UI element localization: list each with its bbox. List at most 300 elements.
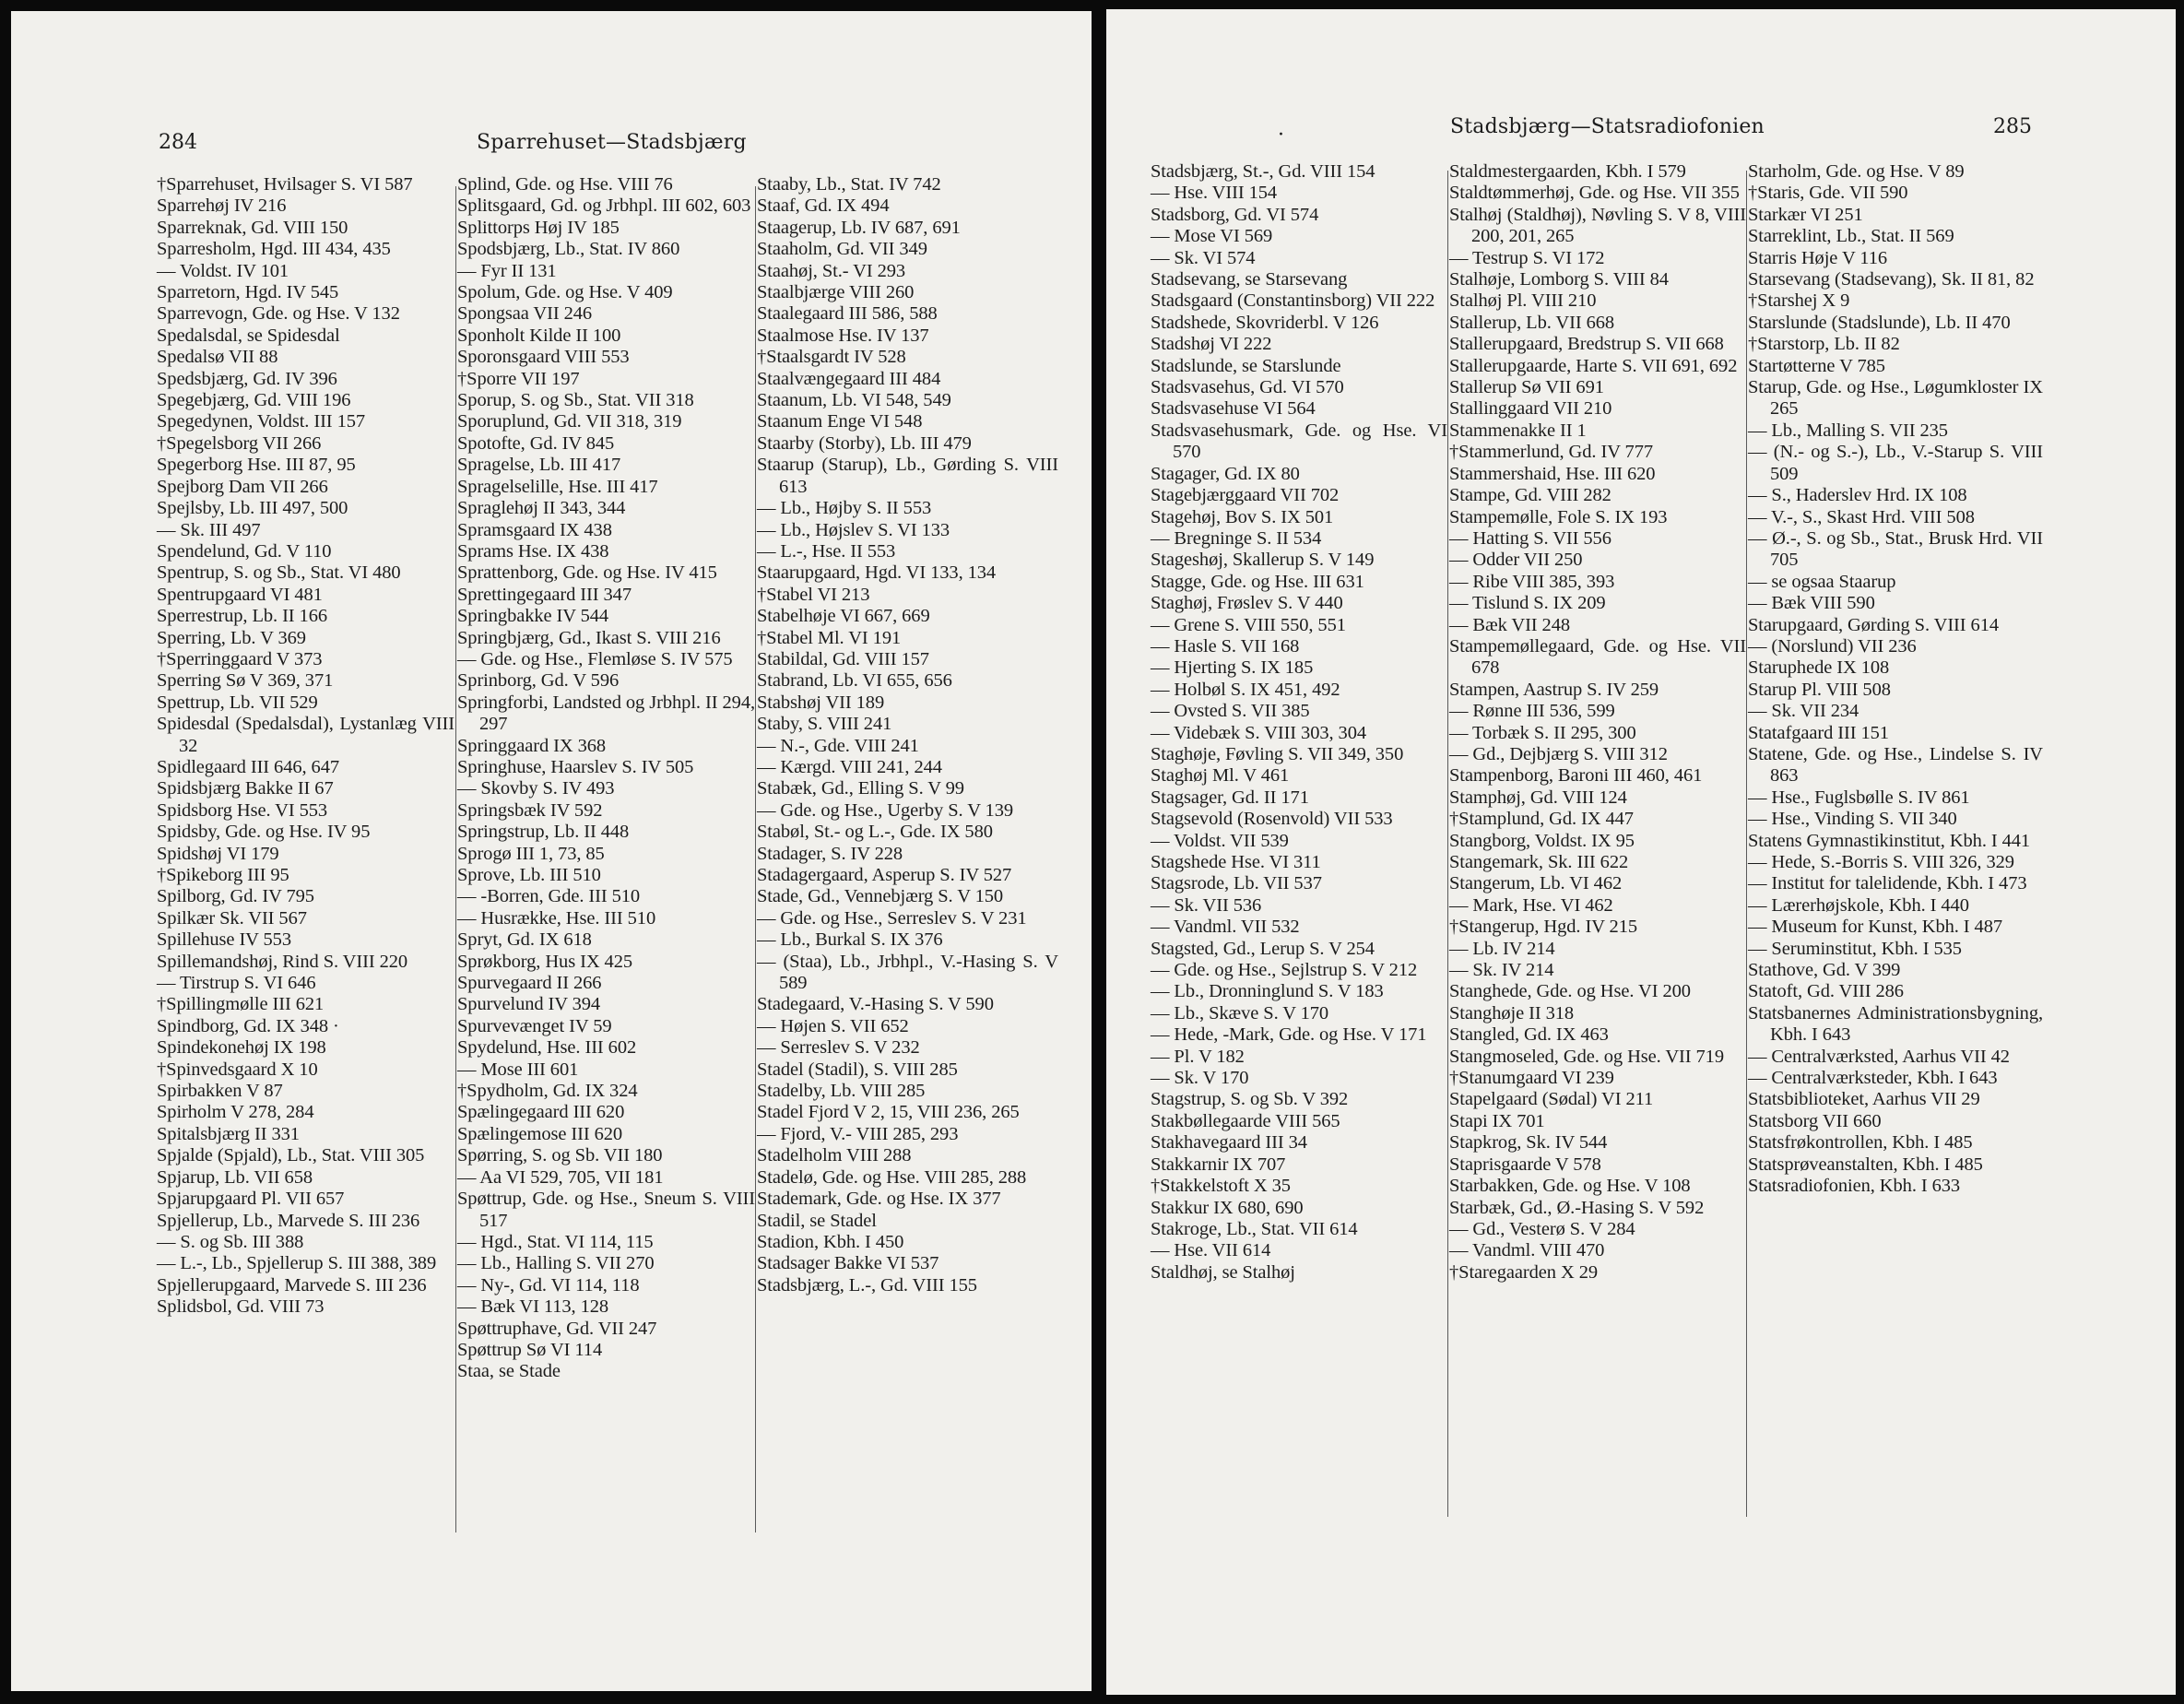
index-entry: Spidsbjærg Bakke II 67: [157, 778, 334, 799]
index-entry: — Ø.-, S. og Sb., Stat., Brusk Hrd. VII 705: [1748, 527, 2043, 571]
index-entry: Stalhøje, Lomborg S. VIII 84: [1449, 269, 1669, 290]
index-entry: Stanghede, Gde. og Hse. VI 200: [1449, 981, 1691, 1002]
index-entry: †Stangerup, Hgd. IV 215: [1449, 917, 1638, 938]
index-entry: Stadsvasehusmark, Gde. og Hse. VI 570: [1151, 420, 1447, 463]
index-entry: †Staalsgardt IV 528: [757, 347, 906, 368]
index-entry: — Tirstrup S. VI 646: [157, 973, 316, 994]
index-entry: — Hede, S.-Borris S. VIII 326, 329: [1748, 852, 2014, 872]
index-entry: Spirbakken V 87: [157, 1081, 283, 1102]
column-rule: [455, 186, 456, 1532]
index-entry: — Gde. og Hse., Serreslev S. V 231: [757, 907, 1027, 929]
index-entry: Spidesdal (Spedalsdal), Lystanlæg VIII 32: [157, 714, 455, 756]
index-entry: Stangmoseled, Gde. og Hse. VII 719: [1449, 1046, 1724, 1067]
index-entry: — Bregninge S. II 534: [1151, 527, 1322, 549]
index-entry: Spindborg, Gd. IX 348 ·: [157, 1015, 339, 1036]
index-entry: Stadager, S. IV 228: [757, 843, 903, 864]
index-entry: Stabæk, Gd., Elling S. V 99: [757, 778, 964, 799]
index-entry: Stadsevang, se Starsevang: [1151, 269, 1348, 290]
index-entry: — Bæk VI 113, 128: [457, 1296, 609, 1318]
index-entry: — Lb., Højby S. II 553: [757, 498, 932, 519]
index-entry: Staalmose Hse. IV 137: [757, 325, 929, 346]
index-entry: Splitsgaard, Gd. og Jrbhpl. III 602, 603: [457, 195, 751, 217]
index-entry: Stadsvasehuse VI 564: [1151, 398, 1316, 420]
index-entry: — Lb., Burkal S. IX 376: [757, 929, 943, 951]
index-entry: Stadshede, Skovriderbl. V 126: [1151, 312, 1379, 333]
index-entry: Sprams Hse. IX 438: [457, 540, 609, 562]
index-entry: Splidsbol, Gd. VIII 73: [157, 1296, 325, 1318]
index-entry: Stadsgaard (Constantinsborg) VII 222: [1151, 290, 1435, 312]
index-entry: †Stabel VI 213: [757, 584, 870, 605]
index-entry: Stapi IX 701: [1449, 1110, 1545, 1131]
index-entry: Starslunde (Stadslunde), Lb. II 470: [1748, 312, 2011, 333]
index-entry: Spentrupgaard VI 481: [157, 584, 323, 605]
index-entry: — Ovsted S. VII 385: [1151, 701, 1310, 722]
index-entry: — L.-, Hse. II 553: [757, 540, 896, 562]
index-entry: Spørring, S. og Sb. VII 180: [457, 1145, 663, 1166]
index-entry: Stammershaid, Hse. III 620: [1449, 463, 1656, 484]
index-entry: — Serreslev S. V 232: [757, 1037, 920, 1059]
index-entry: Stadion, Kbh. I 450: [757, 1231, 904, 1252]
index-entry: Stanghøje II 318: [1449, 1002, 1575, 1024]
index-entry: — Lb., Skæve S. V 170: [1151, 1002, 1329, 1024]
index-entry: Stakkarnir IX 707: [1151, 1154, 1286, 1175]
column-rule: [1746, 171, 1747, 1517]
index-entry: Spidsby, Gde. og Hse. IV 95: [157, 822, 371, 843]
index-entry: Starbæk, Gd., Ø.-Hasing S. V 592: [1449, 1197, 1705, 1218]
index-entry: Spramsgaard IX 438: [457, 519, 612, 540]
index-entry: — Lb., Malling S. VII 235: [1748, 420, 1948, 441]
index-entry: — Bæk VII 248: [1449, 614, 1571, 635]
index-entry: Springstrup, Lb. II 448: [457, 822, 630, 843]
index-entry: — Mose VI 569: [1151, 226, 1273, 247]
index-entry: Statsbanernes Administrationsbygning, Kbh. I 643: [1748, 1002, 2043, 1046]
index-entry: Spjarupgaard Pl. VII 657: [157, 1189, 345, 1210]
index-entry: Stampe, Gd. VIII 282: [1449, 485, 1611, 506]
index-entry: Stathove, Gd. V 399: [1748, 960, 1901, 981]
index-column: [757, 174, 1058, 1296]
index-entry: Spillehuse IV 553: [157, 929, 291, 951]
index-entry: Sparreknak, Gd. VIII 150: [157, 217, 348, 238]
index-entry: †Sperringgaard V 373: [157, 648, 323, 669]
index-entry: Spilborg, Gd. IV 795: [157, 886, 314, 907]
index-entry: Stakbøllegaarde VIII 565: [1151, 1110, 1340, 1131]
index-entry: Starup Pl. VIII 508: [1748, 679, 1891, 700]
index-entry: — se ogsaa Staarup: [1748, 571, 1896, 592]
index-entry: Spodsbjærg, Lb., Stat. IV 860: [457, 239, 680, 260]
index-entry: — Mark, Hse. VI 462: [1449, 894, 1613, 916]
index-entry: Statene, Gde. og Hse., Lindelse S. IV 863: [1748, 743, 2043, 787]
left-page: [11, 11, 1092, 1691]
index-entry: Stadslunde, se Starslunde: [1151, 355, 1341, 376]
index-entry: Stadsborg, Gd. VI 574: [1151, 204, 1319, 225]
index-entry: Stadsbjærg, St.-, Gd. VIII 154: [1151, 161, 1375, 182]
index-entry: Stallerupgaard, Bredstrup S. VII 668: [1449, 334, 1724, 355]
index-entry: — Rønne III 536, 599: [1449, 701, 1615, 722]
index-entry: — Sk. VI 574: [1151, 247, 1256, 268]
index-entry: Spjarup, Lb. VII 658: [157, 1166, 313, 1188]
index-entry: Stagstrup, S. og Sb. V 392: [1151, 1089, 1349, 1110]
index-entry: Stagge, Gde. og Hse. III 631: [1151, 571, 1364, 592]
index-entry: Sprøkborg, Hus IX 425: [457, 951, 632, 972]
index-entry: Spedalsdal, se Spidesdal: [157, 325, 340, 346]
index-entry: Statafgaard III 151: [1748, 722, 1889, 743]
index-entry: — Husrække, Hse. III 510: [457, 907, 656, 929]
index-column: [157, 174, 455, 1319]
index-entry: Spentrup, S. og Sb., Stat. VI 480: [157, 562, 401, 584]
index-entry: Spegebjærg, Gd. VIII 196: [157, 390, 351, 411]
index-entry: Staanum Enge VI 548: [757, 411, 923, 432]
index-entry: Spidshøj VI 179: [157, 843, 279, 864]
index-entry: Sprettingegaard III 347: [457, 584, 632, 605]
index-entry: Spjalde (Spjald), Lb., Stat. VIII 305: [157, 1145, 425, 1166]
index-entry: Stammenakke II 1: [1449, 420, 1587, 441]
index-entry: Staarupgaard, Hgd. VI 133, 134: [757, 562, 997, 584]
index-entry: †Stanumgaard VI 239: [1449, 1068, 1614, 1089]
index-entry: Stadelø, Gde. og Hse. VIII 285, 288: [757, 1166, 1027, 1188]
index-entry: Stalhøj (Staldhøj), Nøvling S. V 8, VIII 200, 201, 265: [1449, 204, 1746, 247]
index-entry: Spælingegaard III 620: [457, 1102, 625, 1123]
index-entry: — Pl. V 182: [1151, 1046, 1245, 1067]
index-entry: Stadsvasehus, Gd. VI 570: [1151, 377, 1344, 398]
index-entry: Spurvegaard II 266: [457, 973, 602, 994]
index-entry: Staldmestergaarden, Kbh. I 579: [1449, 161, 1686, 182]
column-rule: [755, 186, 756, 1532]
index-entry: Spillemandshøj, Rind S. VIII 220: [157, 951, 408, 972]
index-entry: Spurvelund IV 394: [457, 994, 601, 1015]
column-rule: [1447, 171, 1448, 1517]
index-entry: Spragelselille, Hse. III 417: [457, 476, 658, 497]
index-entry: Sprogø III 1, 73, 85: [457, 843, 605, 864]
index-entry: Stampemøllegaard, Gde. og Hse. VII 678: [1449, 635, 1746, 679]
index-entry: Spurvevænget IV 59: [457, 1015, 612, 1036]
index-entry: Startøtterne V 785: [1748, 355, 1885, 376]
index-entry: — Sk. III 497: [157, 519, 261, 540]
index-entry: Sporonsgaard VIII 553: [457, 347, 630, 368]
page-number: 285: [1993, 115, 2032, 138]
index-entry: Springgaard IX 368: [457, 735, 607, 756]
index-entry: Staghøj, Frøslev S. V 440: [1151, 593, 1343, 614]
index-entry: — Gde. og Hse., Flemløse S. IV 575: [457, 648, 733, 669]
index-entry: Sparrehøj IV 216: [157, 195, 287, 217]
running-head: Stadsbjærg—Statsradiofonien: [1450, 115, 1765, 138]
index-entry: Splittorps Høj IV 185: [457, 217, 620, 238]
index-entry: Starris Høje V 116: [1748, 247, 1887, 268]
index-entry: — Testrup S. VI 172: [1449, 247, 1605, 268]
index-entry: Stapkrog, Sk. IV 544: [1449, 1132, 1608, 1154]
index-entry: Sprinborg, Gd. V 596: [457, 670, 620, 692]
index-entry: — Bæk VIII 590: [1748, 593, 1875, 614]
index-entry: Staalvængegaard III 484: [757, 368, 941, 389]
index-entry: Spettrup, Lb. VII 529: [157, 692, 318, 713]
index-entry: Stagsevold (Rosenvold) VII 533: [1151, 809, 1393, 830]
index-entry: Spilkær Sk. VII 567: [157, 907, 307, 929]
index-entry: — Sk. IV 214: [1449, 960, 1554, 981]
index-entry: Stallinggaard VII 210: [1449, 398, 1612, 420]
index-entry: Spejlsby, Lb. III 497, 500: [157, 498, 348, 519]
index-entry: Staaholm, Gd. VII 349: [757, 239, 927, 260]
index-entry: †Spikeborg III 95: [157, 865, 289, 885]
index-entry: — Hse., Vinding S. VII 340: [1748, 809, 1957, 830]
index-entry: Springbakke IV 544: [457, 606, 609, 627]
index-entry: — S. og Sb. III 388: [157, 1231, 304, 1252]
index-entry: †Staregaarden X 29: [1449, 1261, 1598, 1283]
index-entry: Starup, Gde. og Hse., Løgumkloster IX 265: [1748, 377, 2043, 420]
index-entry: — Tislund S. IX 209: [1449, 593, 1606, 614]
index-entry: †Starshej X 9: [1748, 290, 1850, 312]
index-entry: Stademark, Gde. og Hse. IX 377: [757, 1189, 1001, 1210]
index-entry: Spotofte, Gd. IV 845: [457, 432, 615, 454]
index-entry: Staanum, Lb. VI 548, 549: [757, 390, 951, 411]
index-entry: Stabelhøje VI 667, 669: [757, 606, 930, 627]
index-entry: Stabildal, Gd. VIII 157: [757, 648, 929, 669]
print-speck: ·: [1278, 124, 1284, 147]
index-entry: Sporup, S. og Sb., Stat. VII 318: [457, 390, 694, 411]
index-entry: Starsevang (Stadsevang), Sk. II 81, 82: [1748, 269, 2035, 290]
index-entry: Springsbæk IV 592: [457, 799, 603, 821]
index-entry: Statsprøveanstalten, Kbh. I 485: [1748, 1154, 1983, 1175]
index-entry: — -Borren, Gde. III 510: [457, 886, 641, 907]
index-entry: Stangerum, Lb. VI 462: [1449, 873, 1623, 894]
index-entry: Staghøj Ml. V 461: [1151, 765, 1290, 787]
index-entry: Sperrestrup, Lb. II 166: [157, 606, 328, 627]
index-entry: — Videbæk S. VIII 303, 304: [1151, 722, 1367, 743]
index-entry: Statoft, Gd. VIII 286: [1748, 981, 1904, 1002]
index-entry: Stadelholm VIII 288: [757, 1145, 912, 1166]
index-entry: — Odder VII 250: [1449, 550, 1583, 571]
index-entry: Stangborg, Voldst. IX 95: [1449, 830, 1635, 851]
index-entry: — Torbæk S. II 295, 300: [1449, 722, 1636, 743]
index-entry: Stallerupgaarde, Harte S. VII 691, 692: [1449, 355, 1738, 376]
index-entry: Spryt, Gd. IX 618: [457, 929, 592, 951]
index-entry: Spolum, Gde. og Hse. V 409: [457, 282, 673, 303]
index-entry: Stabrand, Lb. VI 655, 656: [757, 670, 952, 692]
index-entry: — Ny-, Gd. VI 114, 118: [457, 1274, 640, 1296]
index-entry: Spindekonehøj IX 198: [157, 1037, 326, 1059]
index-entry: Spedsbjærg, Gd. IV 396: [157, 368, 337, 389]
index-entry: — Sk. VII 536: [1151, 894, 1262, 916]
index-entry: Stadil, se Stadel: [757, 1210, 877, 1231]
running-head: Sparrehuset—Stadsbjærg: [477, 131, 747, 154]
index-entry: Stadagergaard, Asperup S. IV 527: [757, 865, 1012, 885]
index-entry: — Ribe VIII 385, 393: [1449, 571, 1615, 592]
index-entry: †Staris, Gde. VII 590: [1748, 183, 1908, 204]
index-entry: Spegerborg Hse. III 87, 95: [157, 455, 356, 476]
index-entry: Stakkur IX 680, 690: [1151, 1197, 1304, 1218]
index-entry: — Hede, -Mark, Gde. og Hse. V 171: [1151, 1024, 1427, 1046]
index-column: [1151, 161, 1447, 1284]
index-entry: — Hse., Fuglsbølle S. IV 861: [1748, 787, 1970, 808]
index-entry: — L.-, Lb., Spjellerup S. III 388, 389: [157, 1253, 437, 1274]
index-entry: Springhuse, Haarslev S. IV 505: [457, 756, 694, 777]
index-entry: Spedalsø VII 88: [157, 347, 278, 368]
index-entry: Statsfrøkontrollen, Kbh. I 485: [1748, 1132, 1973, 1154]
index-entry: — N.-, Gde. VIII 241: [757, 735, 919, 756]
index-entry: Statsradiofonien, Kbh. I 633: [1748, 1176, 1961, 1197]
index-entry: — Hse. VII 614: [1151, 1240, 1271, 1261]
index-entry: — Højen S. VII 652: [757, 1015, 909, 1036]
index-entry: — Gd., Dejbjærg S. VIII 312: [1449, 743, 1668, 764]
index-column: [1748, 161, 2043, 1198]
index-entry: Spirholm V 278, 284: [157, 1102, 314, 1123]
index-entry: — Centralværksted, Aarhus VII 42: [1748, 1046, 2010, 1067]
index-entry: Stagsted, Gd., Lerup S. V 254: [1151, 938, 1375, 959]
index-entry: — Centralværksteder, Kbh. I 643: [1748, 1068, 1998, 1089]
index-entry: Stampenborg, Baroni III 460, 461: [1449, 765, 1703, 787]
index-entry: — (Staa), Lb., Jrbhpl., V.-Hasing S. V 589: [757, 951, 1058, 994]
index-entry: — Gde. og Hse., Ugerby S. V 139: [757, 799, 1014, 821]
index-entry: — S., Haderslev Hrd. IX 108: [1748, 485, 1967, 506]
index-entry: — Lb., Halling S. VII 270: [457, 1253, 655, 1274]
index-entry: Spendelund, Gd. V 110: [157, 540, 332, 562]
index-entry: †Spillingmølle III 621: [157, 994, 325, 1015]
index-entry: Stapelgaard (Sødal) VI 211: [1449, 1089, 1654, 1110]
index-entry: Stangled, Gd. IX 463: [1449, 1024, 1609, 1046]
index-entry: Staalbjærge VIII 260: [757, 282, 915, 303]
index-entry: †Stammerlund, Gd. IV 777: [1449, 442, 1653, 463]
index-entry: Staruphede IX 108: [1748, 657, 1890, 679]
index-entry: Stadel Fjord V 2, 15, VIII 236, 265: [757, 1102, 1020, 1123]
index-entry: Spøttrup Sø VI 114: [457, 1339, 603, 1360]
index-entry: Stadel (Stadil), S. VIII 285: [757, 1059, 958, 1080]
index-entry: Spjellerup, Lb., Marvede S. III 236: [157, 1210, 420, 1231]
right-page: [1106, 9, 2176, 1695]
index-entry: Staagerup, Lb. IV 687, 691: [757, 217, 961, 238]
index-entry: Spitalsbjærg II 331: [157, 1123, 300, 1144]
index-entry: †Spinvedsgaard X 10: [157, 1059, 318, 1080]
index-entry: Stagebjærggaard VII 702: [1151, 485, 1340, 506]
index-entry: — Hatting S. VII 556: [1449, 527, 1611, 549]
index-entry: Splind, Gde. og Hse. VIII 76: [457, 174, 673, 195]
index-entry: Stakhavegaard III 34: [1151, 1132, 1307, 1154]
index-entry: Spydelund, Hse. III 602: [457, 1037, 637, 1059]
index-entry: — Hse. VIII 154: [1151, 183, 1278, 204]
index-entry: †Starstorp, Lb. II 82: [1748, 334, 1900, 355]
index-entry: — Aa VI 529, 705, VII 181: [457, 1166, 664, 1188]
index-entry: Stabshøj VII 189: [757, 692, 885, 713]
index-entry: Stadelby, Lb. VIII 285: [757, 1081, 926, 1102]
index-entry: Stakroge, Lb., Stat. VII 614: [1151, 1218, 1358, 1239]
index-entry: — Vandml. VIII 470: [1449, 1240, 1605, 1261]
index-entry: Spælingemose III 620: [457, 1123, 623, 1144]
index-entry: †Sporre VII 197: [457, 368, 580, 389]
index-entry: — Gde. og Hse., Sejlstrup S. V 212: [1151, 960, 1418, 981]
index-entry: — (N.- og S.-), Lb., V.-Starup S. VIII 509: [1748, 442, 2043, 484]
index-entry: — Sk. V 170: [1151, 1068, 1249, 1089]
index-entry: †Stamplund, Gd. IX 447: [1449, 809, 1634, 830]
index-entry: — Kærgd. VIII 241, 244: [757, 756, 942, 777]
index-entry: Stabøl, St.- og L.-, Gde. IX 580: [757, 822, 993, 843]
index-entry: Starreklint, Lb., Stat. II 569: [1748, 226, 1954, 247]
index-entry: Staldtømmerhøj, Gde. og Hse. VII 355: [1449, 183, 1740, 204]
index-entry: Sprove, Lb. III 510: [457, 865, 601, 885]
index-entry: Stadsager Bakke VI 537: [757, 1253, 939, 1274]
index-entry: Statens Gymnastikinstitut, Kbh. I 441: [1748, 830, 2031, 851]
index-entry: Sparrevogn, Gde. og Hse. V 132: [157, 303, 400, 325]
index-entry: — Museum for Kunst, Kbh. I 487: [1748, 917, 2003, 938]
index-entry: Starupgaard, Gørding S. VIII 614: [1748, 614, 1999, 635]
index-entry: Spjellerupgaard, Marvede S. III 236: [157, 1274, 427, 1296]
index-entry: — Voldst. IV 101: [157, 260, 289, 281]
index-entry: — Seruminstitut, Kbh. I 535: [1748, 938, 1962, 959]
index-entry: Stagehøj, Bov S. IX 501: [1151, 506, 1334, 527]
index-entry: Springforbi, Landsted og Jrbhpl. II 294, 297: [457, 692, 755, 735]
index-entry: — Institut for talelidende, Kbh. I 473: [1748, 873, 2027, 894]
index-entry: Staaby, Lb., Stat. IV 742: [757, 174, 941, 195]
index-entry: Stalhøj Pl. VIII 210: [1449, 290, 1597, 312]
index-entry: Starkær VI 251: [1748, 204, 1863, 225]
index-entry: — Fjord, V.- VIII 285, 293: [757, 1123, 959, 1144]
index-column: [1449, 161, 1746, 1284]
index-entry: — Grene S. VIII 550, 551: [1151, 614, 1346, 635]
index-entry: Sporuplund, Gd. VII 318, 319: [457, 411, 682, 432]
index-entry: Spøttruphave, Gd. VII 247: [457, 1318, 657, 1339]
index-entry: — Holbøl S. IX 451, 492: [1151, 679, 1340, 700]
index-entry: — Gd., Vesterø S. V 284: [1449, 1218, 1635, 1239]
index-entry: Staahøj, St.- VI 293: [757, 260, 906, 281]
index-entry: Spejborg Dam VII 266: [157, 476, 328, 497]
index-entry: Spragelse, Lb. III 417: [457, 455, 621, 476]
index-entry: — Hjerting S. IX 185: [1151, 657, 1314, 679]
index-entry: Stadsbjærg, L.-, Gd. VIII 155: [757, 1274, 977, 1296]
index-entry: Stangemark, Sk. III 622: [1449, 852, 1629, 872]
index-entry: — Hgd., Stat. VI 114, 115: [457, 1231, 654, 1252]
index-entry: Spøttrup, Gde. og Hse., Sneum S. VIII 517: [457, 1189, 755, 1231]
index-entry: — Lb., Højslev S. VI 133: [757, 519, 950, 540]
index-entry: Stampemølle, Fole S. IX 193: [1449, 506, 1668, 527]
index-entry: †Stakkelstoft X 35: [1151, 1176, 1291, 1197]
index-entry: Stallerup Sø VII 691: [1449, 377, 1604, 398]
index-entry: †Stabel Ml. VI 191: [757, 627, 902, 648]
index-entry: †Spydholm, Gd. IX 324: [457, 1081, 638, 1102]
index-entry: — Skovby S. IV 493: [457, 778, 615, 799]
index-entry: Stade, Gd., Vennebjærg S. V 150: [757, 886, 1004, 907]
index-entry: Staghøje, Føvling S. VII 349, 350: [1151, 743, 1404, 764]
index-entry: Stageshøj, Skallerup S. V 149: [1151, 550, 1375, 571]
index-entry: — Sk. VII 234: [1748, 701, 1859, 722]
index-entry: Spegedynen, Voldst. III 157: [157, 411, 366, 432]
index-entry: Sperring, Lb. V 369: [157, 627, 306, 648]
index-entry: Starbakken, Gde. og Hse. V 108: [1449, 1176, 1691, 1197]
index-entry: — Mose III 601: [457, 1059, 579, 1080]
index-entry: Sparretorn, Hgd. IV 545: [157, 282, 339, 303]
index-entry: Stadshøj VI 222: [1151, 334, 1272, 355]
index-entry: — V.-, S., Skast Hrd. VIII 508: [1748, 506, 1975, 527]
index-entry: Staby, S. VIII 241: [757, 714, 892, 735]
index-column: [457, 174, 755, 1383]
index-entry: — Vandml. VII 532: [1151, 917, 1300, 938]
index-entry: Spidlegaard III 646, 647: [157, 756, 339, 777]
index-entry: Staaf, Gd. IX 494: [757, 195, 890, 217]
index-entry: Sponholt Kilde II 100: [457, 325, 621, 346]
index-entry: Staarup (Starup), Lb., Gørding S. VIII 613: [757, 455, 1058, 497]
index-entry: — Lb., Dronninglund S. V 183: [1151, 981, 1384, 1002]
index-entry: Sperring Sø V 369, 371: [157, 670, 334, 692]
index-entry: Stamphøj, Gd. VIII 124: [1449, 787, 1627, 808]
index-entry: Stagager, Gd. IX 80: [1151, 463, 1300, 484]
index-entry: Springbjærg, Gd., Ikast S. VIII 216: [457, 627, 721, 648]
index-entry: Stagsager, Gd. II 171: [1151, 787, 1309, 808]
index-entry: Stampen, Aastrup S. IV 259: [1449, 679, 1659, 700]
index-entry: Staprisgaarde V 578: [1449, 1154, 1601, 1175]
index-entry: Sparresholm, Hgd. III 434, 435: [157, 239, 391, 260]
index-entry: Spidsborg Hse. VI 553: [157, 799, 328, 821]
index-entry: Spongsaa VII 246: [457, 303, 593, 325]
index-entry: Staa, se Stade: [457, 1361, 561, 1382]
index-entry: — Lærerhøjskole, Kbh. I 440: [1748, 894, 1969, 916]
index-entry: Starholm, Gde. og Hse. V 89: [1748, 161, 1965, 182]
index-entry: — Lb. IV 214: [1449, 938, 1555, 959]
index-entry: — Hasle S. VII 168: [1151, 635, 1300, 657]
